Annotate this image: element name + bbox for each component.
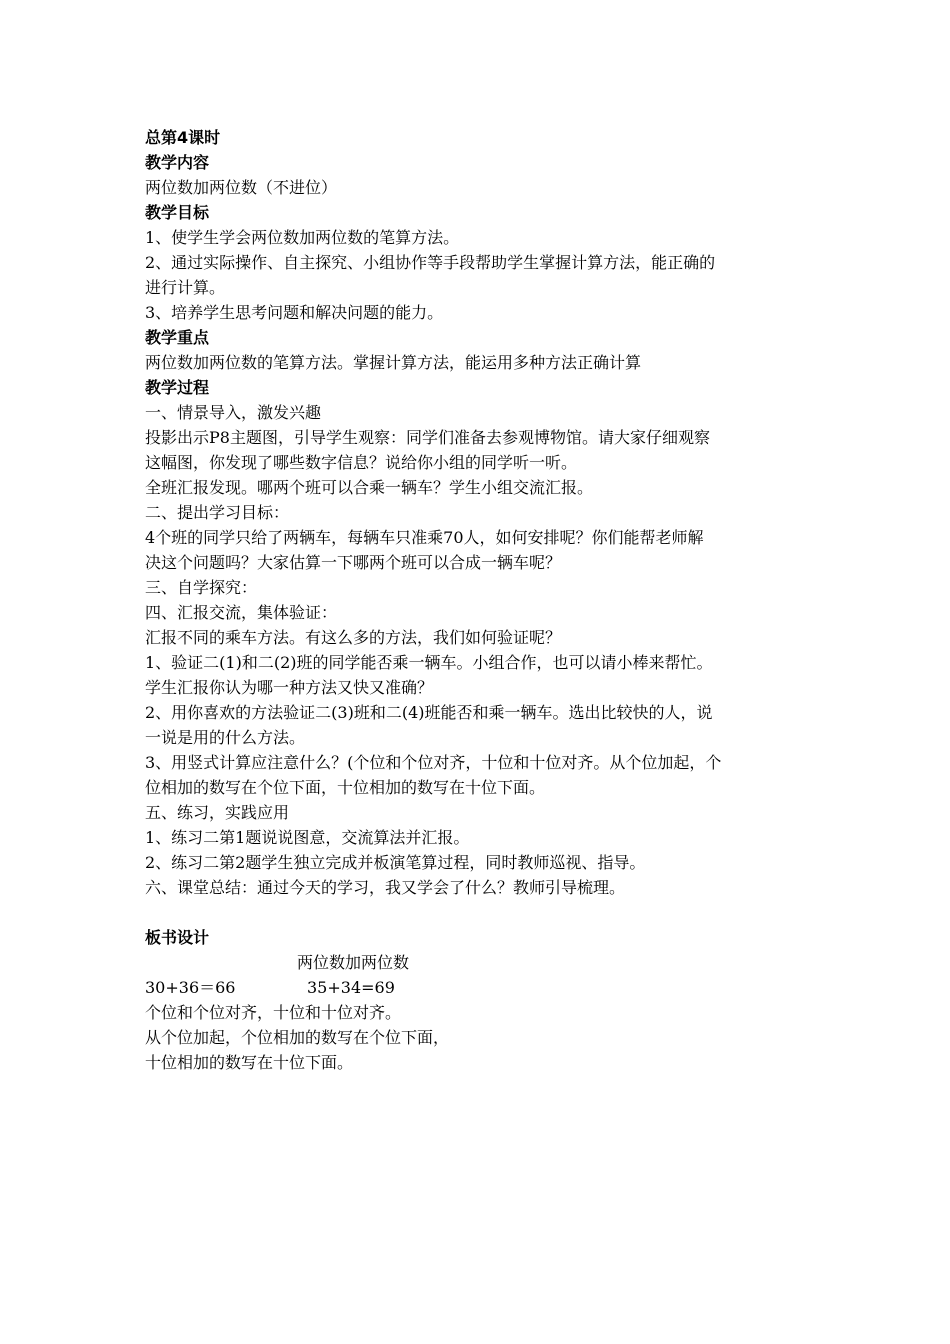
formula-2: 35+34=69 <box>307 978 395 997</box>
process-heading: 教学过程 <box>145 378 210 397</box>
process-line: 二、提出学习目标： <box>145 503 290 522</box>
key-points-heading: 教学重点 <box>145 328 210 347</box>
board-line: 个位和个位对齐，十位和十位对齐。 <box>145 1003 402 1022</box>
spacer <box>145 900 815 925</box>
process-line: 决这个问题吗？大家估算一下哪两个班可以合成一辆车呢？ <box>145 553 562 572</box>
process-line: 三、自学探究： <box>145 578 258 597</box>
process-line: 位相加的数写在个位下面，十位相加的数写在十位下面。 <box>145 778 546 797</box>
board-formulas <box>145 975 815 1000</box>
lesson-plan-page <box>145 125 815 1075</box>
process-line: 2、用你喜欢的方法验证二(3)班和二(4)班能否和乘一辆车。选出比较快的人，说 <box>145 703 713 722</box>
process-line: 3、用竖式计算应注意什么？(个位和个位对齐，十位和十位对齐。从个位加起，个 <box>145 753 722 772</box>
process-line: 全班汇报发现。哪两个班可以合乘一辆车？学生小组交流汇报。 <box>145 478 594 497</box>
board-line: 从个位加起，个位相加的数写在个位下面， <box>145 1028 450 1047</box>
board-title: 两位数加两位数 <box>297 953 410 972</box>
process-line: 2、练习二第2题学生独立完成并板演笔算过程，同时教师巡视、指导。 <box>145 853 646 872</box>
process-line: 这幅图，你发现了哪些数字信息？说给你小组的同学听一听。 <box>145 453 578 472</box>
key-points-text: 两位数加两位数的笔算方法。掌握计算方法，能运用多种方法正确计算 <box>145 353 642 372</box>
process-line: 学生汇报你认为哪一种方法又快又准确？ <box>145 678 434 697</box>
formula-1: 30+36＝66 <box>145 978 236 997</box>
goals-heading: 教学目标 <box>145 203 210 222</box>
process-line: 一、情景导入，激发兴趣 <box>145 403 322 422</box>
process-line: 1、练习二第1题说说图意，交流算法并汇报。 <box>145 828 470 847</box>
process-line: 六、课堂总结：通过今天的学习，我又学会了什么？教师引导梳理。 <box>145 878 626 897</box>
process-line: 投影出示P8主题图，引导学生观察：同学们准备去参观博物馆。请大家仔细观察 <box>145 428 710 447</box>
process-line: 五、练习，实践应用 <box>145 803 290 822</box>
content-heading: 教学内容 <box>145 153 210 172</box>
process-line: 汇报不同的乘车方法。有这么多的方法，我们如何验证呢？ <box>145 628 562 647</box>
goal-item: 3、培养学生思考问题和解决问题的能力。 <box>145 303 444 322</box>
process-line: 一说是用的什么方法。 <box>145 728 306 747</box>
process-line: 1、验证二(1)和二(2)班的同学能否乘一辆车。小组合作，也可以请小棒来帮忙。 <box>145 653 713 672</box>
process-line: 4个班的同学只给了两辆车，每辆车只准乘70人，如何安排呢？你们能帮老师解 <box>145 528 704 547</box>
board-heading: 板书设计 <box>145 928 210 947</box>
goal-item: 2、通过实际操作、自主探究、小组协作等手段帮助学生掌握计算方法，能正确的 <box>145 253 716 272</box>
content-text: 两位数加两位数（不进位） <box>145 178 338 197</box>
goal-item: 进行计算。 <box>145 278 226 297</box>
goal-item: 1、使学生学会两位数加两位数的笔算方法。 <box>145 228 460 247</box>
board-line: 十位相加的数写在十位下面。 <box>145 1053 354 1072</box>
process-line: 四、汇报交流，集体验证： <box>145 603 338 622</box>
lesson-title: 总第4课时 <box>145 128 221 147</box>
